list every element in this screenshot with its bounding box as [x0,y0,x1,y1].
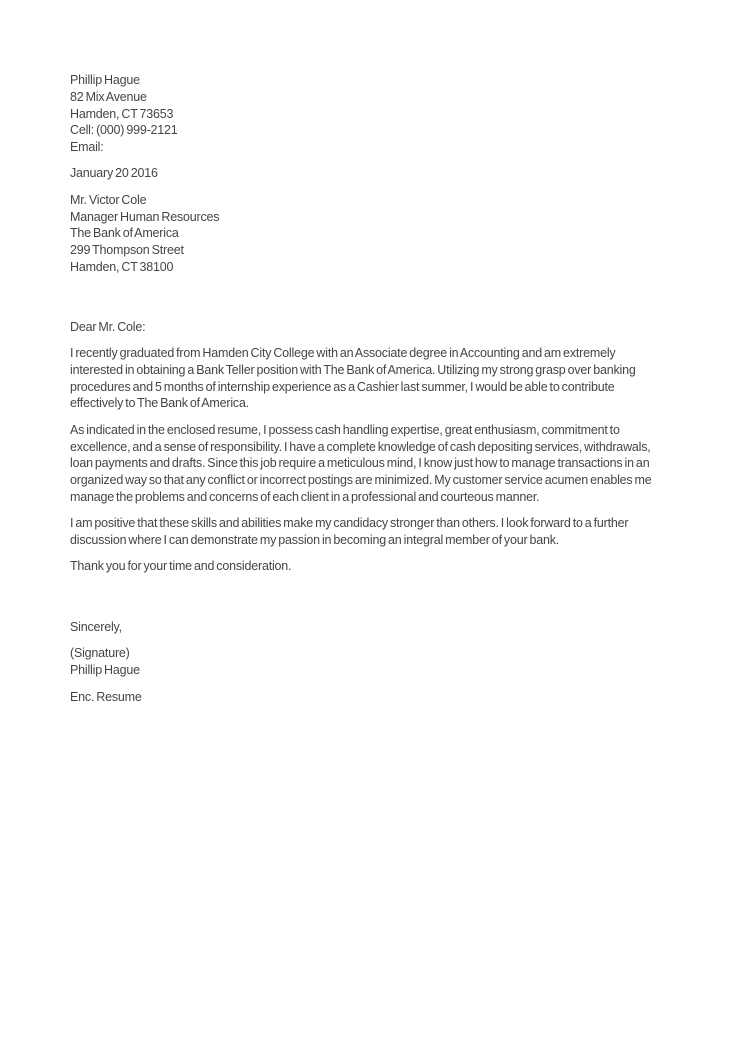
recipient-city-state-zip: Hamden, CT 38100 [70,259,174,274]
date-line [70,165,667,182]
sender-phone: Cell: (000) 999-2121 [70,123,178,138]
signature-block [70,645,667,679]
sender-address-block [70,72,667,156]
recipient-name: Mr. Victor Cole [70,192,147,207]
sender-name: Phillip Hague [70,73,140,87]
recipient-company: The Bank of America [70,226,179,241]
salutation: Dear Mr. Cole: [70,319,146,334]
enclosure-line: Enc. Resume [70,689,142,704]
closing-line: Sincerely, [70,620,122,635]
signature-placeholder: (Signature) [70,646,130,661]
letter-date: January 20 2016 [70,166,158,181]
recipient-title: Manager Human Resources [70,209,220,224]
signed-name: Phillip Hague [70,663,140,678]
sender-email: Email: [70,140,104,155]
sender-city-state-zip: Hamden, CT 73653 [70,106,174,121]
body-paragraph-4: Thank you for your time and consideration. [70,559,292,574]
body-paragraph-2: As indicated in the enclosed resume, I possess cash handling expertise, great enthusiasm, commitment to excellence, and a sense of responsibility. I have a complete knowledge of cash depositing services, withdrawals, loan payments and drafts. Since this job require a meticulous mind, I know just how to manage transactions in an organized way so that any conflict or incorrect postings are minimized. My customer service acumen enables me manage the problems and concerns of each client in a professional and courteous manner. [70,422,652,504]
recipient-street: 299 Thompson Street [70,243,184,258]
body-paragraph-1: I recently graduated from Hamden City College with an Associate degree in Accounting and am extremely interested in obtaining a Bank Teller position with The Bank of America. Utilizing my strong grasp over banking procedures and 5 months of internship experience as a Cashier last summer, I would be able to contribute effectively to The Bank of America. [70,346,636,411]
body-paragraph-3: I am positive that these skills and abilities make my candidacy stronger than others. I look forward to a further discussion where I can demonstrate my passion in becoming an integral member of your bank. [70,516,629,548]
recipient-address-block [70,192,667,276]
sender-street: 82 Mix Avenue [70,89,147,104]
